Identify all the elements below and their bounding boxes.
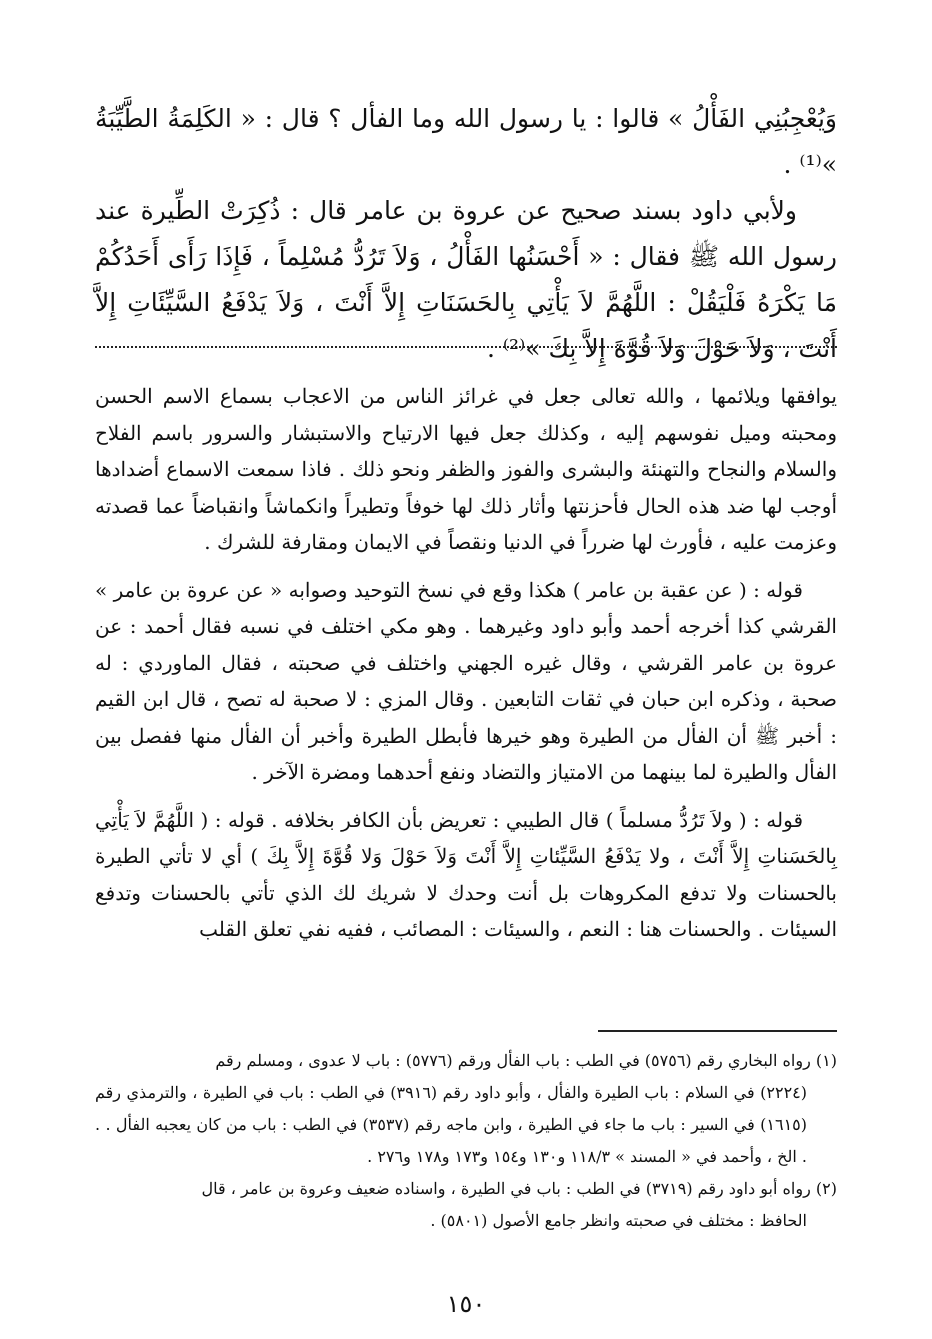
commentary-paragraph-3: قوله : ( ولاَ تَرُدُّ مسلماً ) قال الطيبي : تعريض بأن الكافر بخلافه . قوله : ( اللَّهُمَّ لاَ يَأْتِي بِالحَسَناتِ إِلاَّ أَنْتَ ، ولا يَدْفَعُ السَّيِّئاتِ إِلاَّ أَنْتَ وَلاَ حَوْلَ وَلا قُوَّةَ إِلاَّ بِكَ ) أي لا تأتي الطيرة بالحسنات ولا تدفع المكروهات بل أنت وحدك لا شريك لك الذي تأتي بالحسنات وتدفع السيئات . والحسنات هنا : النعم ، والسيئات : المصائب ، ففيه نفي تعلق القلب bbox=[95, 807, 837, 941]
commentary-block bbox=[95, 378, 837, 959]
hadith-paragraph-2: ولأبي داود بسند صحيح عن عروة بن عامر قال : ذُكِرَتْ الطِّيرة عند رسول الله ﷺ فقال : « أَحْسَنُها الفَأْلُ ، وَلاَ تَرُدُّ مُسْلِماً ، فَإِذَا رَأَى أَحَدُكُمْ مَا يَكْرَهُ فَلْيَقُلْ : اللَّهُمَّ لاَ يَأْتِي بِالحَسَنَاتِ إِلاَّ أَنْتَ ، وَلاَ يَدْفَعُ السَّيِّئَاتِ إِلاَّ أَنْتَ ، وَلاَ حَوْلَ وَلاَ قُوَّةَ إِلاَّ بِكَ »⁽²⁾ . bbox=[95, 196, 838, 363]
hadith-text-block bbox=[95, 96, 837, 372]
footnote-1-continuation: (٢٢٢٤) في السلام : باب الطيرة والفأل ، وأبو داود رقم (٣٩١٦) في الطب : باب في الطيرة ، والترمذي رقم (١٦١٥) في السير : باب ما جاء في الطيرة ، وابن ماجه رقم (٣٥٣٧) في الطب : باب من كان يعجبه الفأل . . . الخ ، وأحمد في « المسند » ١١٨/٣ و١٣٠ و١٥٤ و١٧٣ و١٧٨ و٢٧٦ . bbox=[95, 1083, 807, 1166]
commentary-paragraph-2: قوله : ( عن عقبة بن عامر ) هكذا وقع في نسخ التوحيد وصوابه « عن عروة بن عامر » القرشي كذا أخرجه أحمد وأبو داود وغيرهما . وهو مكي اختلف في نسبه فقال أحمد : عن عروة بن عامر القرشي ، وقال غيره الجهني واختلف في صحبته ، فقال الماوردي : له صحبة ، وذكره ابن حبان في ثقات التابعين . وقال المزي : لا صحبة له تصح ، قال ابن القيم : أخبر ﷺ أن الفأل من الطيرة وهو خيرها فأبطل الطيرة وأخبر أن الفأل منها ففصل بين الفأل والطيرة لما بينهما من الامتياز والتضاد ونفع أحدهما ومضرة الآخر . bbox=[95, 577, 837, 784]
hadith-paragraph-1: وَيُعْجِبُنِي الفَأْلُ » قالوا : يا رسول الله وما الفأل ؟ قال : « الكَلِمَةُ الطَّيِّبَةُ »⁽¹⁾ . bbox=[95, 104, 837, 179]
footnotes-block bbox=[95, 1045, 837, 1237]
page-number: ١٥٠ bbox=[446, 1290, 486, 1318]
dotted-separator bbox=[95, 346, 837, 348]
footnote-2-continuation: الحافظ : مختلف في صحبته وانظر جامع الأصول (٥٨٠١) . bbox=[430, 1211, 807, 1230]
footnote-separator bbox=[598, 1030, 837, 1032]
footnote-1-first-line: (١) رواه البخاري رقم (٥٧٥٦) في الطب : باب الفأل ورقم (٥٧٧٦) : باب لا عدوى ، ومسلم رقم bbox=[215, 1051, 837, 1070]
footnote-2-first-line: (٢) رواه أبو داود رقم (٣٧١٩) في الطب : باب في الطيرة ، واسناده ضعيف وعروة بن عامر ، قال bbox=[201, 1179, 837, 1198]
commentary-paragraph-1: يوافقها ويلائمها ، والله تعالى جعل في غرائز الناس من الاعجاب بسماع الاسم الحسن ومحبته وميل نفوسهم إليه ، وكذلك جعل فيها الارتياح والاستبشار والسرور باسم الفلاح والسلام والنجاح والتهنئة والبشرى والفوز والظفر ونحو ذلك . فاذا سمعت الاسماع أضدادها أوجب لها ضد هذه الحال فأحزنتها وأثار ذلك لها خوفاً وتطيراً وانكماشاً وانقباضاً عما قصدته وعزمت عليه ، فأورث لها ضرراً في الدنيا ونقصاً في الايمان ومقارفة للشرك . bbox=[95, 384, 837, 554]
